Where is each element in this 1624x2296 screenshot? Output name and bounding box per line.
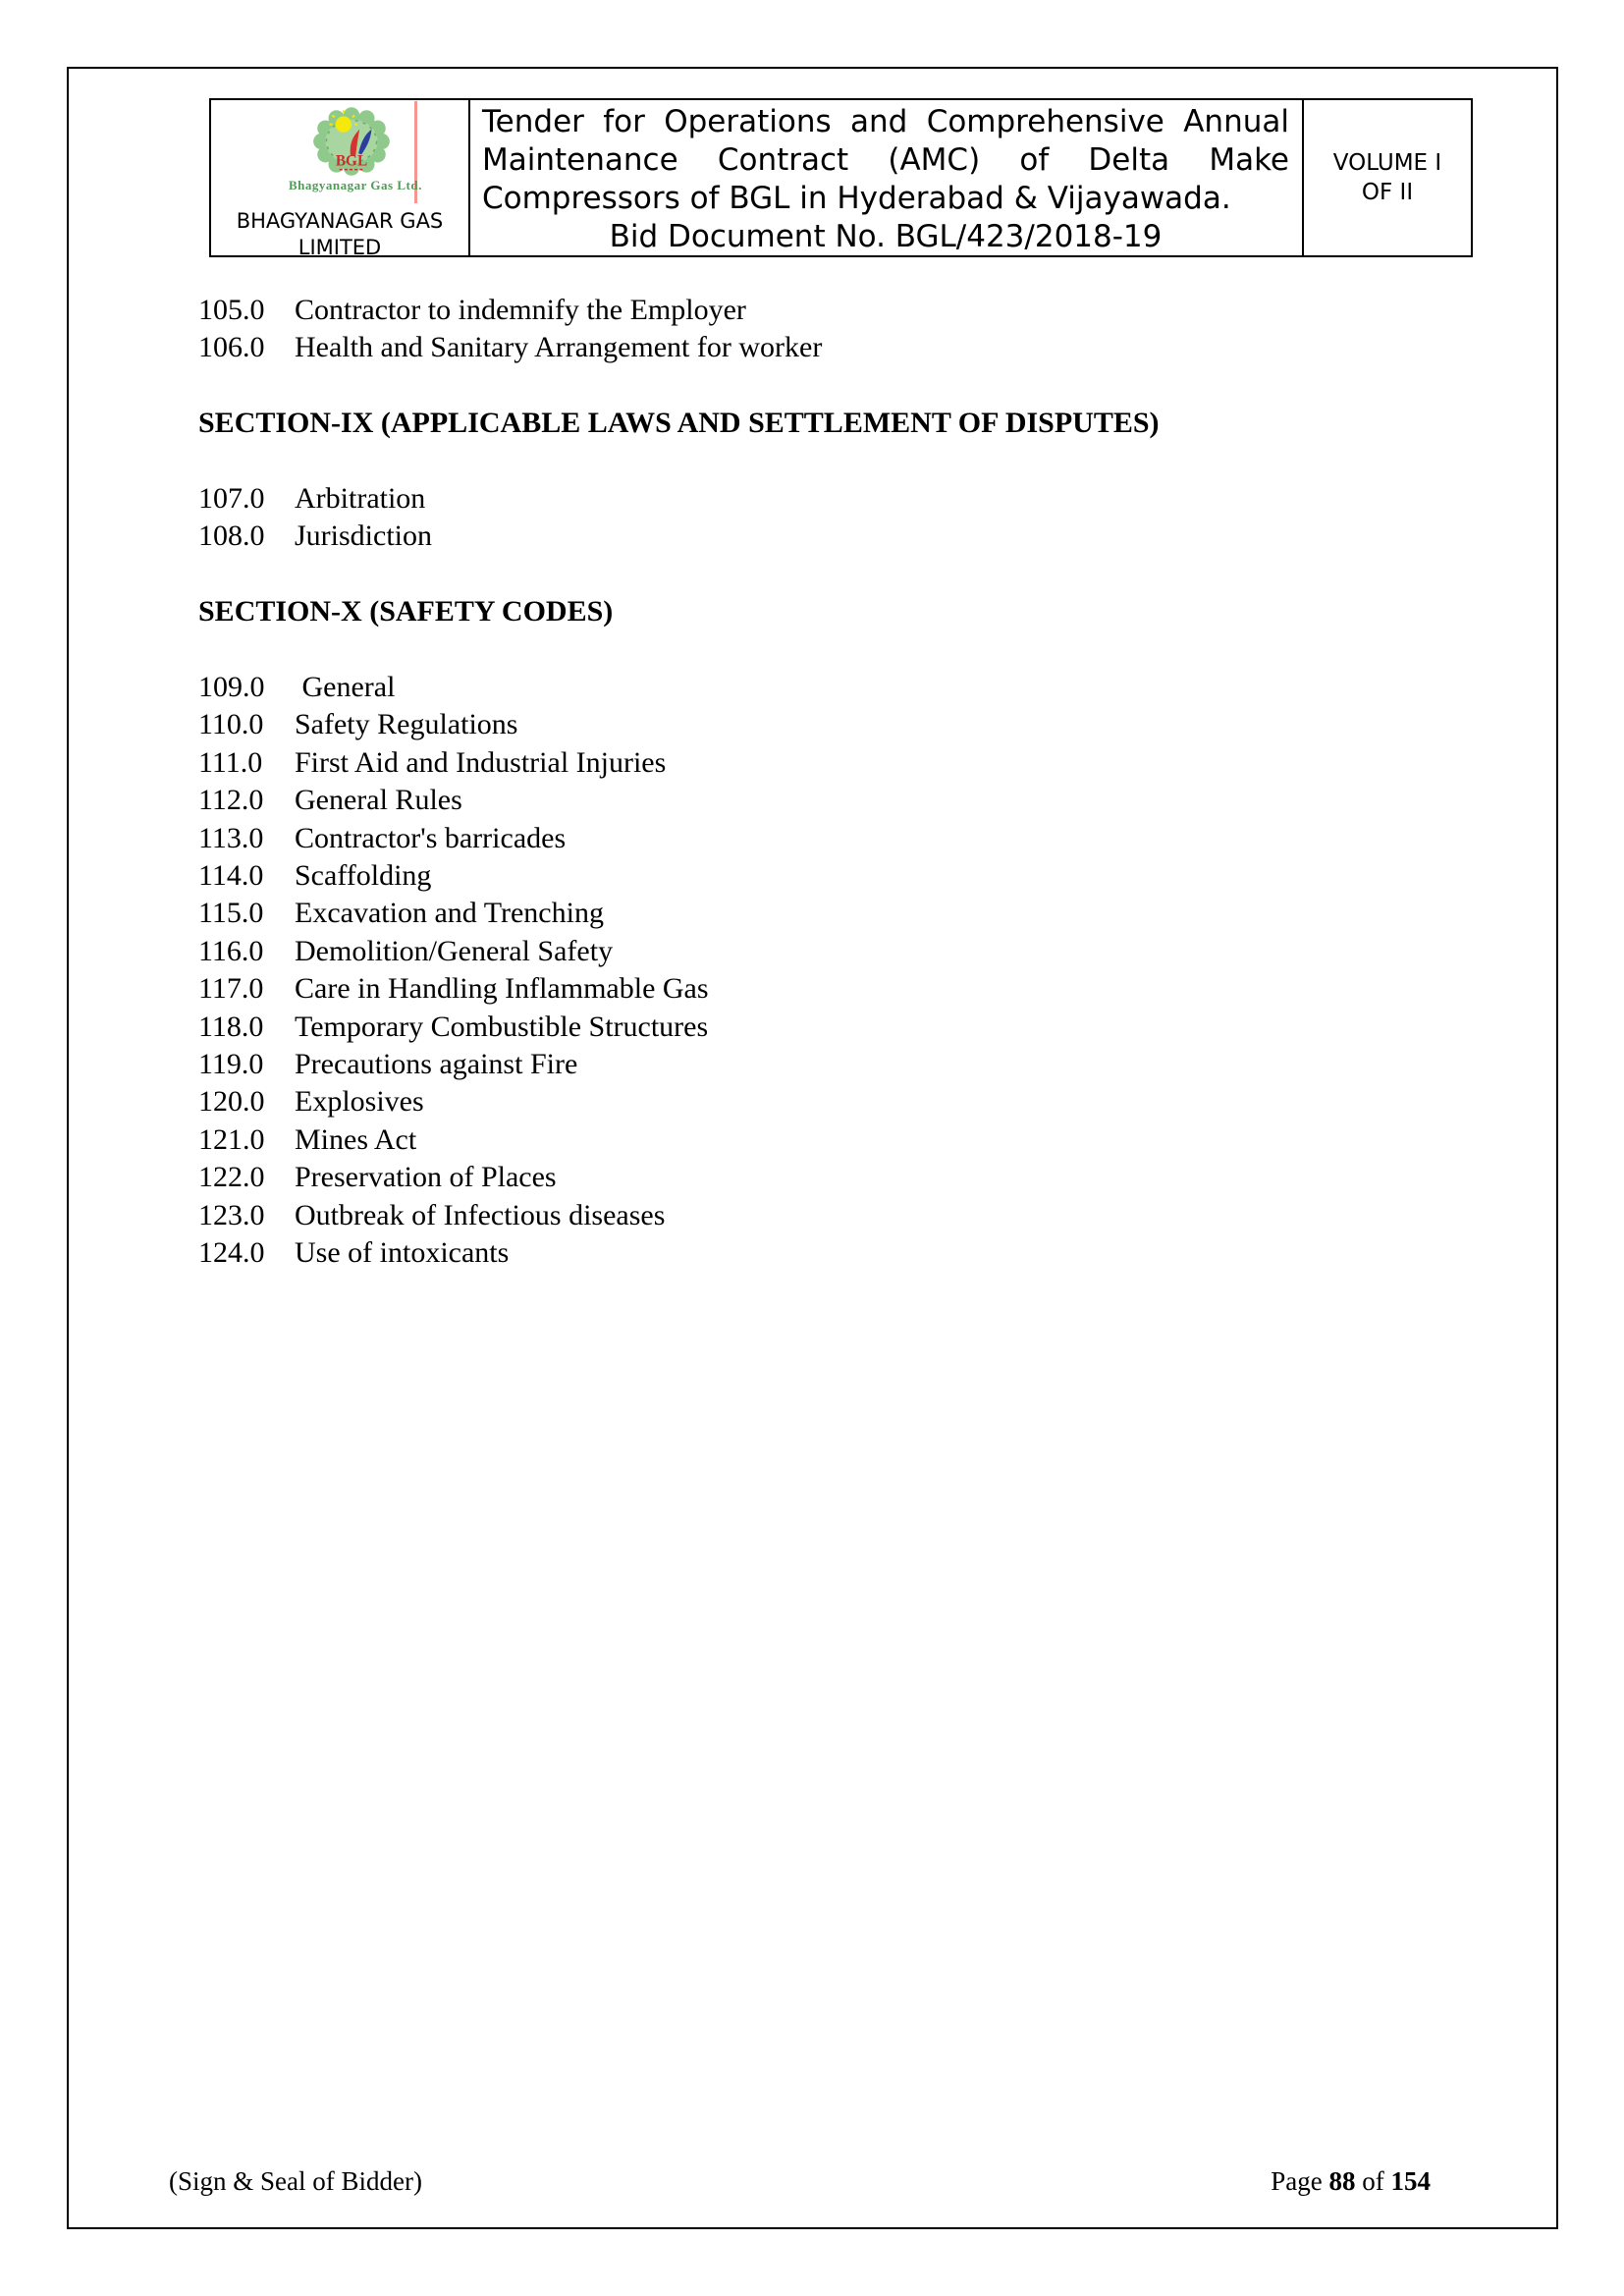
toc-item-number: 115.0 [198,897,264,930]
toc-item-label: Preservation of Places [295,1161,557,1194]
toc-item-label: Jurisdiction [295,519,432,553]
toc-item [198,1234,1377,1272]
toc-item [198,329,1377,366]
toc-item-label: Demolition/General Safety [295,934,614,967]
toc-item [198,1009,1377,1046]
toc-item-label: Care in Handling Inflammable Gas [295,972,709,1006]
toc-group [198,405,1377,556]
toc-item-label: General Rules [295,784,462,817]
toc-item-number: 111.0 [198,745,263,779]
toc-item-number: 113.0 [198,821,264,854]
of-word: of [1362,2166,1384,2196]
toc-item-number: 112.0 [198,784,264,817]
page-current: 88 [1328,2166,1356,2196]
toc-item-number: 117.0 [198,972,264,1006]
toc-item-number: 120.0 [198,1085,265,1119]
toc-item [198,782,1377,819]
toc-item-number: 124.0 [198,1236,265,1270]
bid-document-number: Bid Document No. BGL/423/2018-19 [609,219,1163,254]
company-name-line1: BHAGYANAGAR GAS [236,209,444,233]
toc-item-number: 105.0 [198,294,265,326]
toc-item-label: General [295,671,396,703]
page-number [1271,2164,1431,2198]
toc-item [198,857,1377,895]
toc-group [198,593,1377,1272]
toc-item-label: Mines Act [295,1122,417,1156]
toc-item [198,970,1377,1008]
toc-item [198,518,1377,555]
logo-caption: Bhagyanagar Gas Ltd. [289,178,422,192]
toc-item [198,480,1377,518]
toc-item-number: 122.0 [198,1161,265,1194]
tender-title-line1: Tender for Operations and Comprehensive Annual [482,104,1289,139]
company-name-line2: LIMITED [298,236,382,259]
toc-item-number: 123.0 [198,1198,265,1231]
page-word: Page [1271,2166,1323,2196]
logo-cell [211,100,470,259]
section-heading: SECTION-IX (APPLICABLE LAWS AND SETTLEMENT OF DISPUTES) [198,407,1160,440]
toc-item-label: Arbitration [295,482,426,515]
volume-line2: OF II [1361,180,1414,205]
toc-item-number: 119.0 [198,1048,264,1081]
section-heading: SECTION-X (SAFETY CODES) [198,595,614,629]
toc-item [198,292,1377,329]
toc-item [198,744,1377,782]
sign-seal-note: (Sign & Seal of Bidder) [169,2166,422,2196]
toc-item-label: Explosives [295,1085,424,1119]
toc-item [198,706,1377,743]
toc-item [198,1159,1377,1196]
toc-item-number: 107.0 [198,482,265,515]
toc-item-label: Excavation and Trenching [295,897,604,930]
toc-item [198,820,1377,857]
toc-item [198,1046,1377,1083]
tender-title-line3: Compressors of BGL in Hyderabad & Vijayawada. [482,181,1231,216]
toc-item-label: Temporary Combustible Structures [295,1010,709,1043]
toc-item [198,1083,1377,1121]
toc [198,292,1377,1273]
toc-item-label: First Aid and Industrial Injuries [295,745,667,779]
toc-item-number: 118.0 [198,1010,264,1043]
toc-item-number: 109.0 [198,671,265,703]
toc-item-number: 106.0 [198,331,265,364]
volume-line1: VOLUME I [1332,150,1442,176]
toc-item-number: 121.0 [198,1122,265,1156]
toc-item-number: 114.0 [198,859,264,893]
document-header [209,98,1473,257]
toc-item-label: Contractor to indemnify the Employer [295,294,746,326]
logo-scan-block [289,101,422,203]
page-total: 154 [1390,2166,1431,2196]
toc-item-label: Contractor's barricades [295,821,567,854]
toc-item-label: Safety Regulations [295,708,518,741]
toc-item-label: Use of intoxicants [295,1236,510,1270]
toc-item-number: 108.0 [198,519,265,553]
toc-item [198,1121,1377,1159]
logo-monogram: BGL [335,152,368,170]
volume-cell [1304,100,1471,255]
tender-title-cell [470,100,1304,255]
toc-item-number: 110.0 [198,708,264,741]
toc-item-label: Health and Sanitary Arrangement for worker [295,331,823,364]
toc-group [198,292,1377,367]
toc-item [198,669,1377,706]
toc-item [198,1197,1377,1234]
bgl-logo-icon [306,103,397,182]
tender-title-line2: Maintenance Contract (AMC) of Delta Make [482,142,1289,178]
toc-item-label: Scaffolding [295,859,432,893]
company-name [172,208,508,261]
toc-item [198,895,1377,932]
toc-item [198,933,1377,970]
toc-item-label: Outbreak of Infectious diseases [295,1198,666,1231]
toc-item-number: 116.0 [198,934,264,967]
toc-item-label: Precautions against Fire [295,1048,578,1081]
